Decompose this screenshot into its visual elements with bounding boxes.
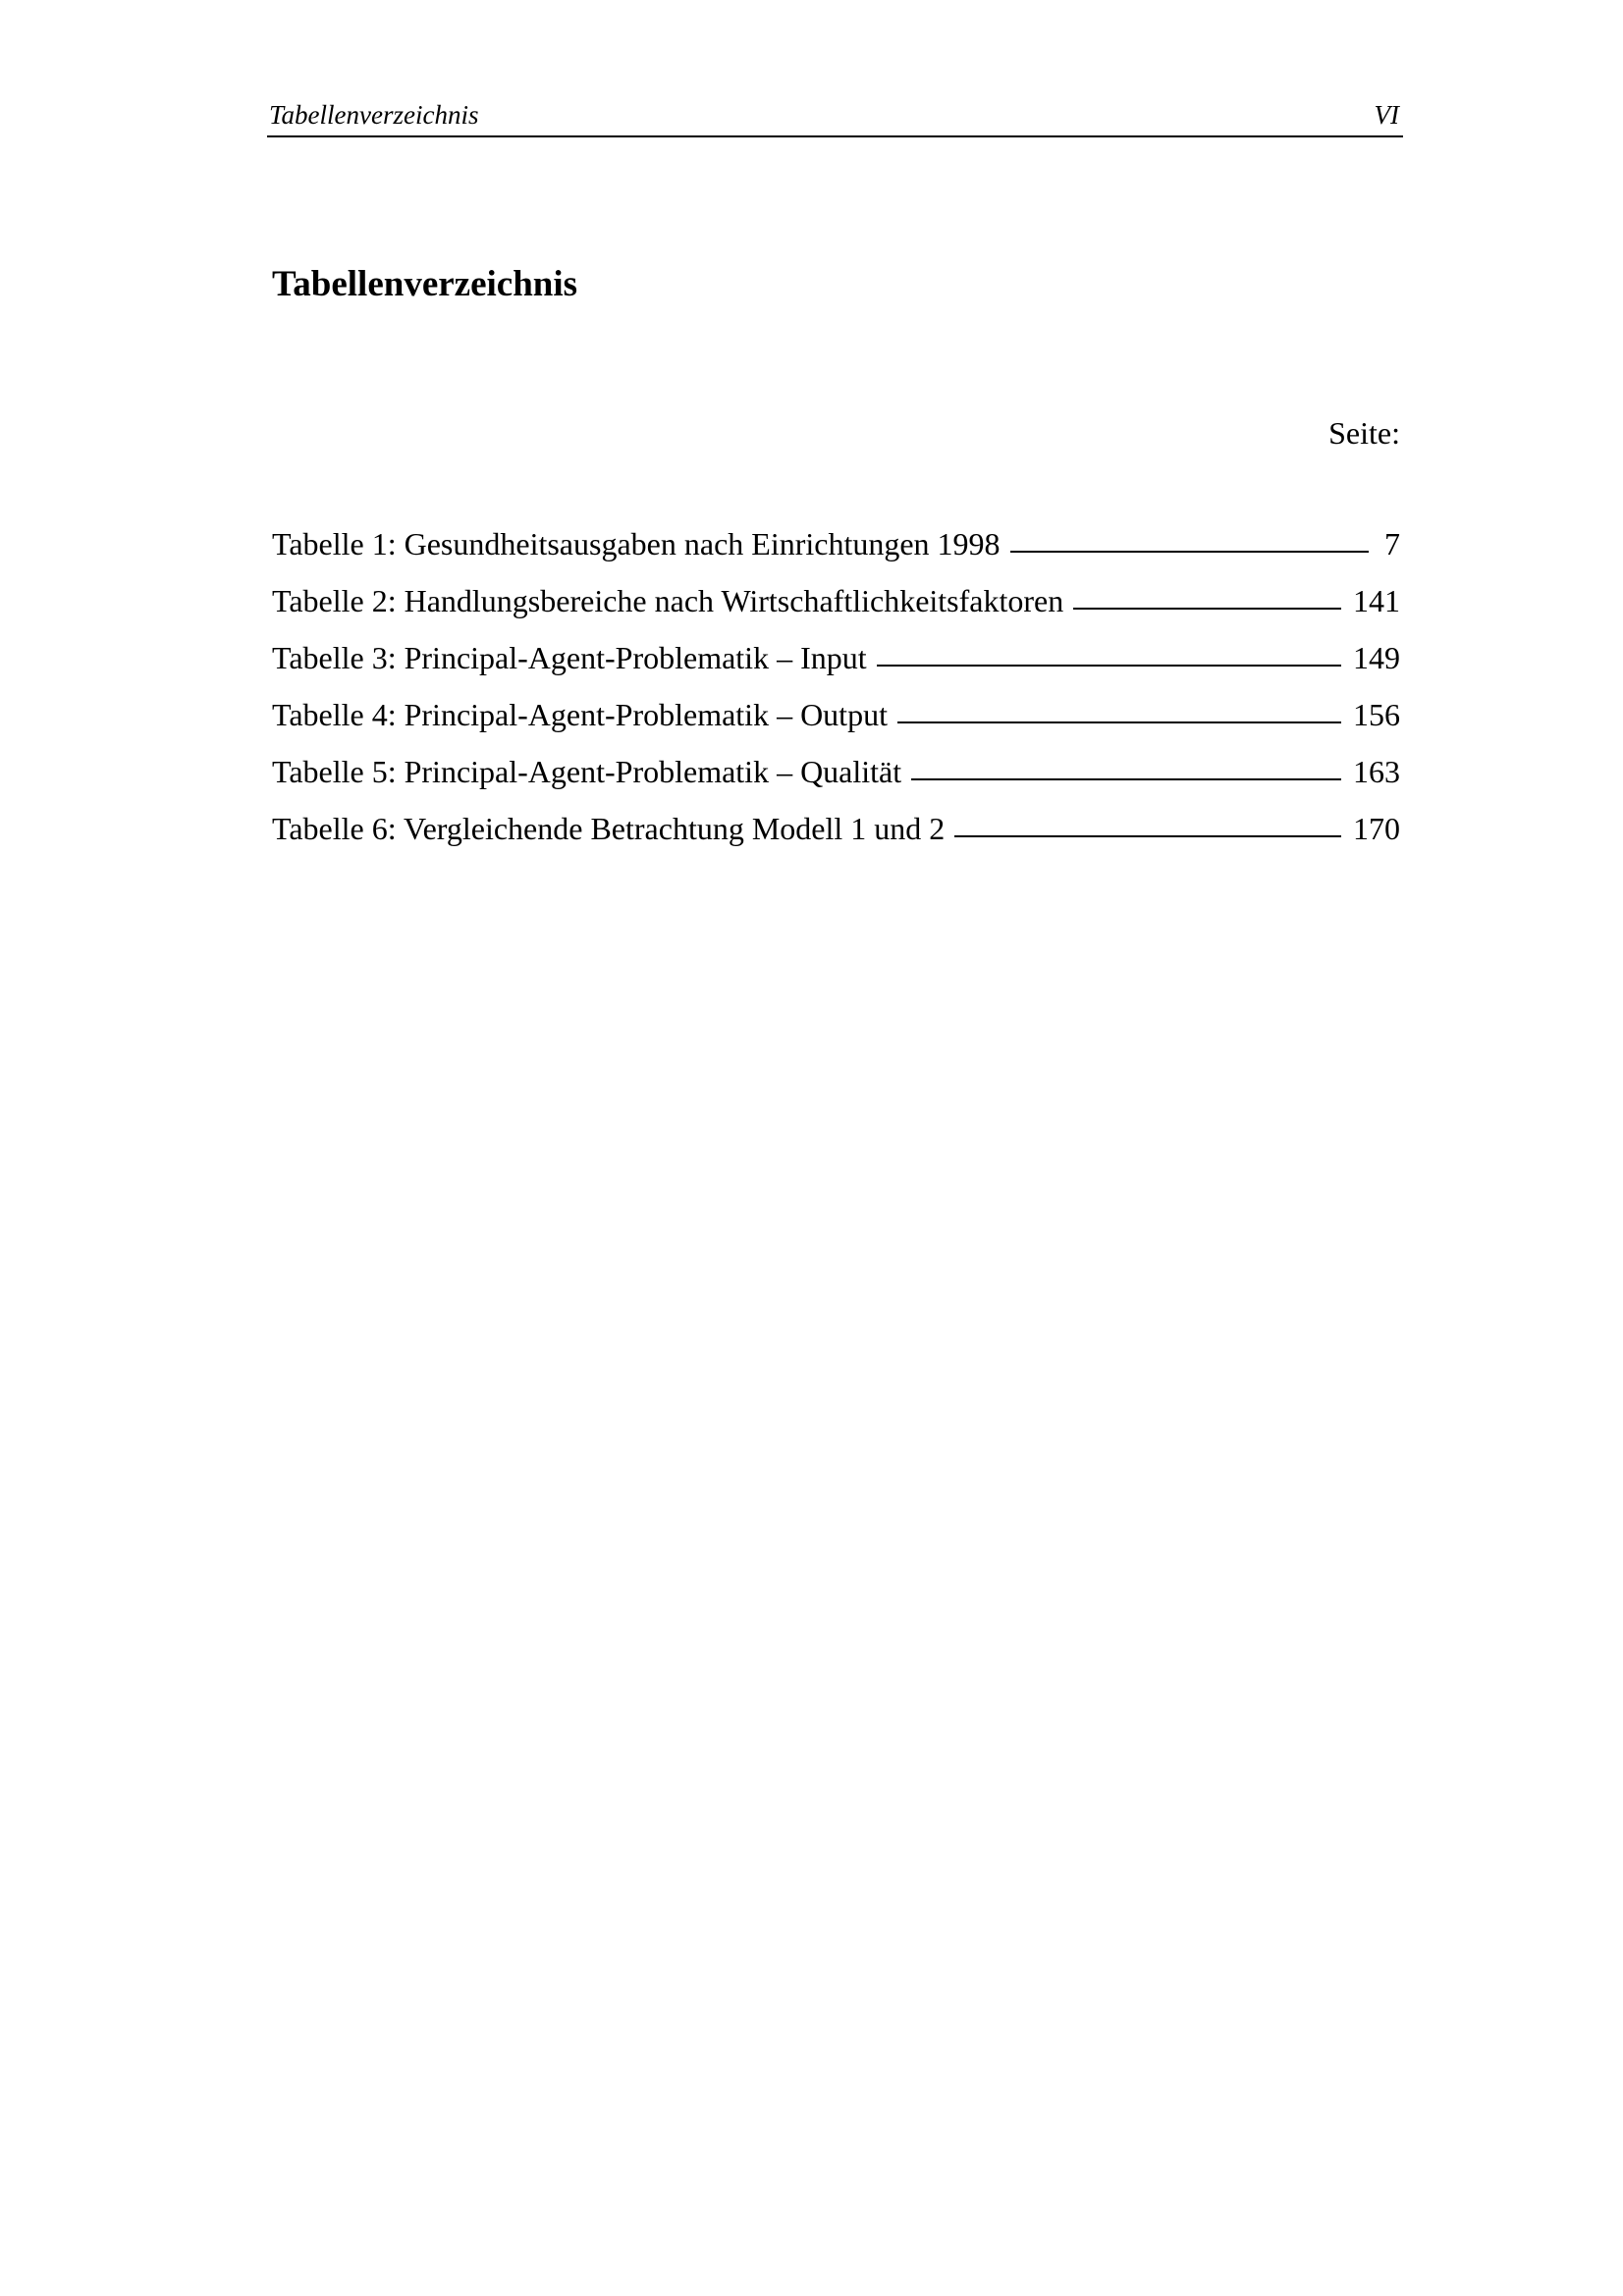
- toc-entry[interactable]: [272, 583, 1400, 640]
- toc-entry-label: Tabelle 4: Principal-Agent-Problematik – Output: [272, 697, 888, 732]
- table-of-tables: [272, 526, 1400, 868]
- toc-leader-line: [954, 835, 1341, 837]
- toc-leader-line: [897, 721, 1341, 723]
- running-header-title: Tabellenverzeichnis: [269, 100, 479, 130]
- toc-leader-line: [1010, 551, 1369, 553]
- toc-entry[interactable]: [272, 697, 1400, 754]
- running-header-page-number: VI: [1374, 100, 1399, 130]
- toc-entry-page: 149: [1353, 640, 1400, 675]
- toc-entry-page: 7: [1384, 526, 1400, 561]
- toc-entry-label: Tabelle 6: Vergleichende Betrachtung Modell 1 und 2: [272, 811, 946, 846]
- page-column-label: Seite:: [1328, 415, 1400, 451]
- running-header: [267, 98, 1403, 137]
- page-title: Tabellenverzeichnis: [272, 264, 578, 304]
- toc-leader-line: [1073, 608, 1341, 610]
- toc-entry-page: 170: [1353, 811, 1400, 846]
- toc-entry[interactable]: [272, 640, 1400, 697]
- toc-entry[interactable]: [272, 526, 1400, 583]
- toc-entry-label: Tabelle 5: Principal-Agent-Problematik – Qualität: [272, 754, 902, 789]
- toc-entry[interactable]: [272, 754, 1400, 811]
- toc-leader-line: [911, 778, 1341, 780]
- toc-entry-page: 163: [1353, 754, 1400, 789]
- toc-entry-page: 141: [1353, 583, 1400, 618]
- toc-entry-label: Tabelle 3: Principal-Agent-Problematik – Input: [272, 640, 867, 675]
- toc-entry-label: Tabelle 1: Gesundheitsausgaben nach Einrichtungen 1998: [272, 526, 1001, 561]
- toc-entry-page: 156: [1353, 697, 1400, 732]
- toc-entry-label: Tabelle 2: Handlungsbereiche nach Wirtschaftlichkeitsfaktoren: [272, 583, 1064, 618]
- toc-entry[interactable]: [272, 811, 1400, 868]
- toc-leader-line: [877, 665, 1341, 667]
